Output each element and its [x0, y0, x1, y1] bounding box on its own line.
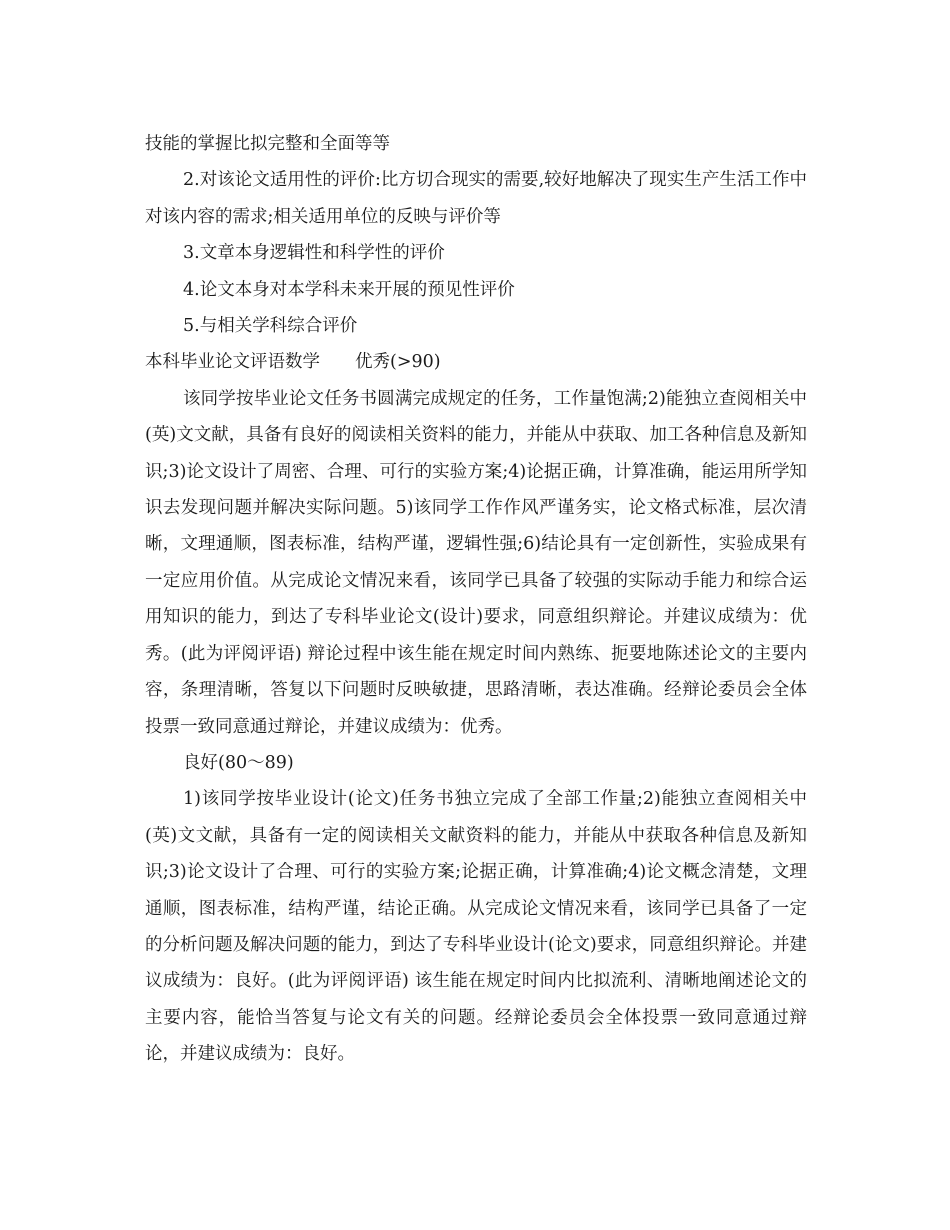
- paragraph-item-4: 4.论文本身对本学科未来开展的预见性评价: [183, 279, 515, 300]
- section-heading-excellent: 本科毕业论文评语数学 优秀(>90): [145, 352, 441, 373]
- document-body: [145, 126, 807, 1073]
- paragraph-item-5: 5.与相关学科综合评价: [183, 316, 358, 337]
- paragraph-continued: 技能的掌握比拟完整和全面等等: [145, 134, 390, 154]
- paragraph-excellent-comment: 该同学按毕业论文任务书圆满完成规定的任务，工作量饱满;2)能独立查阅相关中(英)文文献，具备有良好的阅读相关资料的能力，并能从中获取、加工各种信息及新知识;3)论文设计了周密、合理、可行的实验方案;4)论据正确，计算准确，能运用所学知识去发现问题并解决实际问题。5)该同学工作作风严谨务实，论文格式标准，层次清晰，文理通顺，图表标准，结构严谨，逻辑性强;6)结论具有一定创新性，实验成果有一定应用价值。从完成论文情况来看，该同学已具备了较强的实际动手能力和综合运用知识的能力，到达了专科毕业论文(设计)要求，同意组织辩论。并建议成绩为：优秀。(此为评阅评语) 辩论过程中该生能在规定时间内熟练、扼要地陈述论文的主要内容，条理清晰，答复以下问题时反映敏捷，思路清晰，表达准确。经辩论委员会全体投票一致同意通过辩论，并建议成绩为：优秀。: [145, 388, 807, 737]
- paragraph-good-comment: 1)该同学按毕业设计(论文)任务书独立完成了全部工作量;2)能独立查阅相关中(英)文文献，具备有一定的阅读相关文献资料的能力，并能从中获取各种信息及新知识;3)论文设计了合理、可行的实验方案;论据正确，计算准确;4)论文概念清楚，文理通顺，图表标准，结构严谨，结论正确。从完成论文情况来看，该同学已具备了一定的分析问题及解决问题的能力，到达了专科毕业设计(论文)要求，同意组织辩论。并建议成绩为：良好。(此为评阅评语) 该生能在规定时间内比拟流利、清晰地阐述论文的主要内容，能恰当答复与论文有关的问题。经辩论委员会全体投票一致同意通过辩论，并建议成绩为：良好。: [145, 789, 807, 1065]
- paragraph-item-3: 3.文章本身逻辑性和科学性的评价: [183, 243, 445, 264]
- paragraph-item-2: 2.对该论文适用性的评价:比方切合现实的需要,较好地解决了现实生产生活工作中对该内容的需求;相关适用单位的反映与评价等: [145, 170, 807, 227]
- section-heading-good: 良好(80～89): [183, 752, 294, 773]
